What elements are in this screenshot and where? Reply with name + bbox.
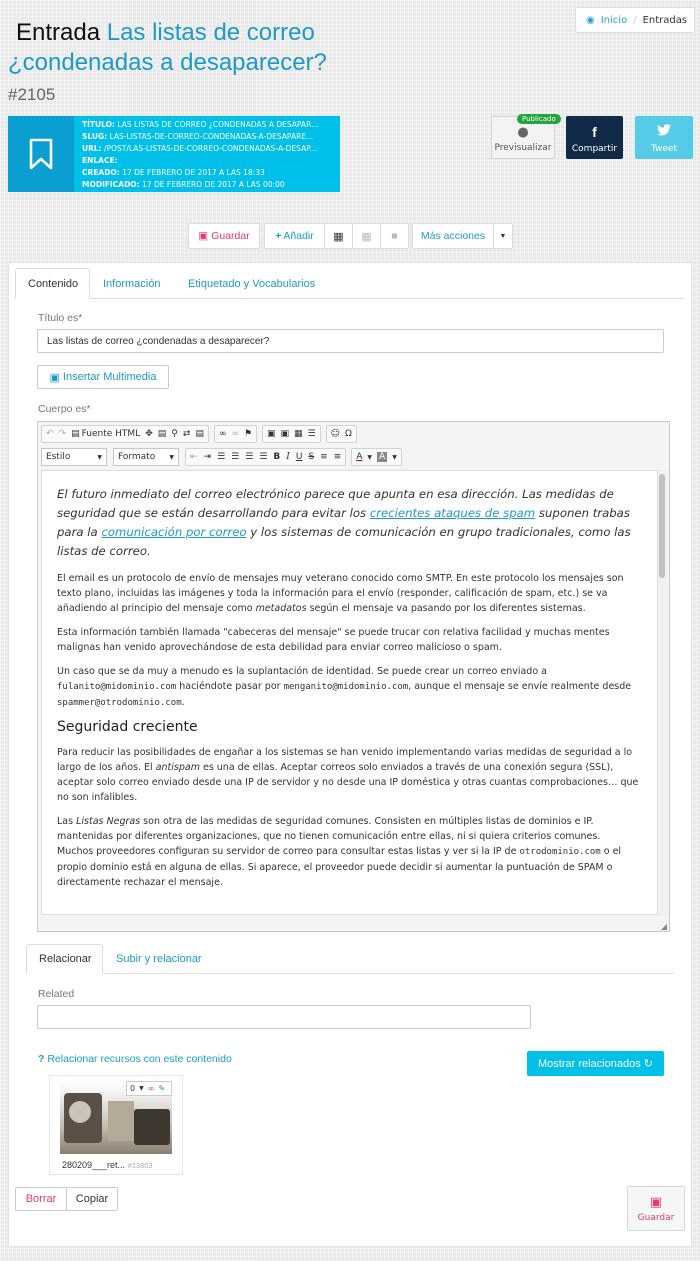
bold-icon[interactable]: B [273, 452, 281, 462]
content-tabs [15, 268, 685, 299]
more-actions-dropdown[interactable] [494, 223, 513, 249]
meta-row: ENLACE: [82, 156, 118, 165]
breadcrumb-home[interactable]: Inicio [600, 14, 628, 26]
preview-label: Previsualizar [494, 143, 552, 153]
editor-scrollbar[interactable] [658, 470, 667, 915]
view-single-button[interactable] [381, 223, 409, 249]
tab-contenido[interactable]: Contenido [15, 268, 90, 299]
insert-media-icon[interactable]: ▣ [280, 429, 290, 439]
view-grid-button[interactable] [353, 223, 381, 249]
redo-icon[interactable]: ↷ [58, 429, 67, 439]
page-title-id: #2105 [8, 85, 56, 104]
scroll-thumb[interactable] [659, 474, 665, 578]
paragraph: Para reducir las posibilidades de engañar a los sistemas se han venido implementando varias medidas de seguridad a lo largo de los años. El antispam es una de ellas. Aceptar correos solo enviados a través de una conexión segura (SSL), aceptar solo correo enviado desde una IP de servidor y no desde una IP doméstica y otras cuantas comprobaciones… que no son infalibles. [57, 747, 639, 803]
caret-down-icon: ▼ [97, 453, 102, 461]
link-icon[interactable]: ∞ [218, 429, 227, 439]
paragraph: Esta información también llamada "cabeceras del mensaje" se puede trucar con relativa facilidad y muchas mentes malignas han venido aprovechándose de esta debilidad para enviar correo malicioso o spam. [57, 627, 610, 653]
link-ataques-spam[interactable]: crecientes ataques de spam [369, 506, 536, 520]
align-center-icon[interactable]: ☰ [231, 452, 240, 462]
refresh-icon: ↻ [643, 1058, 653, 1070]
footer-save-button[interactable]: ▣ Guardar [627, 1186, 685, 1231]
editor-toolbar-row-2 [41, 447, 666, 467]
align-right-icon[interactable]: ☰ [245, 452, 254, 462]
find-icon[interactable]: ⚲ [171, 429, 178, 439]
paragraph: Un caso que se da muy a menudo es la suplantación de identidad. Se puede crear un correo enviado a fulanito@midominio.com haciéndote pasar por menganito@midominio.com, aunque el mensaje se envíe realmente desde spammer@otrodominio.com. [57, 666, 632, 708]
meta-row: URL: /POST/LAS-LISTAS-DE-CORREO-CONDENADAS-A-DESAP... [82, 144, 317, 153]
format-select[interactable]: Formato ▼ [113, 448, 179, 466]
question-icon: ? [38, 1053, 45, 1065]
blocks-icon[interactable]: ▤ [157, 429, 167, 439]
more-actions-button[interactable]: Más acciones [412, 223, 494, 249]
globe-icon: ● [517, 125, 529, 140]
replace-icon[interactable]: ⇄ [182, 429, 191, 439]
unlink-icon[interactable]: ∞ [147, 1084, 155, 1093]
omega-icon[interactable]: Ω [345, 429, 352, 439]
meta-row: MODIFICADO: 17 DE FEBRERO DE 2017 A LAS 00:00 [82, 180, 285, 189]
rich-text-editor [37, 421, 670, 932]
editor-group-insert [262, 425, 321, 443]
editor-group-format [185, 448, 346, 466]
resource-thumbnail[interactable] [60, 1079, 172, 1154]
horizontal-rule-icon[interactable]: ☰ [307, 429, 316, 439]
related-resource-card[interactable] [49, 1075, 183, 1175]
title-input[interactable]: Las listas de correo ¿condenadas a desaparecer? [37, 329, 664, 353]
italic-icon[interactable]: I [286, 452, 290, 462]
editor-group-history [41, 425, 209, 443]
insert-image-icon[interactable]: ▣ [267, 429, 276, 439]
tab-subir-relacionar[interactable]: Subir y relacionar [116, 953, 202, 965]
dashboard-icon: ◉ [586, 14, 595, 26]
underline-icon[interactable]: U [295, 452, 303, 462]
plus-icon: + [275, 230, 282, 242]
add-button[interactable]: + Añadir [264, 223, 325, 249]
undo-icon[interactable]: ↶ [46, 429, 54, 439]
bookmark-icon [8, 116, 74, 192]
emoji-icon[interactable]: ☺ [330, 429, 341, 439]
numbered-list-icon[interactable]: ≡ [320, 452, 328, 462]
lead-paragraph: El futuro inmediato del correo electrónico parece que apunta en esa dirección. Las medidas de seguridad que se están desarrollando para evitar los crecientes ataques de spam suponen trabas para la comunicación por correo y los sistemas de comunicación en grupo tradicionales, como las listas de correo. [57, 487, 631, 558]
square-icon: ■ [391, 230, 398, 242]
select-all-icon[interactable]: ▤ [195, 429, 204, 439]
page-title [8, 18, 338, 110]
editor-toolbar-row-1 [41, 424, 666, 444]
tab-etiquetado[interactable]: Etiquetado y Vocabularios [188, 277, 316, 290]
page-title-text: Las listas de correo ¿condenadas a desaparecer? [8, 19, 327, 76]
caret-down-icon: ▼ [367, 453, 373, 461]
editor-group-links [214, 425, 257, 443]
breadcrumb-current[interactable]: Entradas [642, 14, 688, 26]
meta-rows [74, 116, 326, 192]
share-facebook-button[interactable] [566, 116, 623, 159]
caret-down-icon: ▼ [392, 453, 397, 461]
edit-pencil-icon[interactable]: ✎ [158, 1084, 166, 1093]
outdent-icon[interactable]: ⇤ [190, 452, 198, 462]
tweet-button[interactable] [635, 116, 693, 159]
tweet-label: Tweet [651, 144, 677, 154]
related-tabs [26, 944, 674, 974]
related-help-link[interactable]: ? Relacionar recursos con este contenido [38, 1053, 232, 1065]
order-value: 0 [130, 1084, 136, 1093]
section-heading: Seguridad creciente [57, 719, 198, 735]
title-label: Título es* [38, 312, 83, 324]
save-icon: ▣ [198, 230, 209, 242]
link-comunicacion-correo[interactable]: comunicación por correo [101, 525, 247, 539]
twitter-icon [657, 124, 671, 139]
caret-down-icon: ▼ [169, 453, 174, 461]
maximize-icon[interactable]: ✥ [145, 429, 153, 439]
copy-button[interactable]: Copiar [66, 1187, 118, 1211]
table-icon: ▦ [333, 230, 344, 243]
image-icon: ▣ [49, 371, 60, 384]
anchor-flag-icon[interactable]: ⚑ [243, 429, 253, 439]
save-button[interactable]: ▣ Guardar [188, 223, 260, 249]
breadcrumb [575, 7, 695, 33]
entry-meta-box [8, 116, 340, 192]
editor-group-special [326, 425, 357, 443]
page-title-type: Entrada [16, 19, 101, 46]
resource-caption: 280209___ret... #13803 [62, 1160, 153, 1170]
save-icon: ▣ [649, 1194, 663, 1210]
body-label: Cuerpo es* [38, 403, 91, 415]
text-color-icon[interactable]: A [356, 452, 363, 462]
source-html-button[interactable]: Fuente HTML [81, 429, 141, 439]
caret-down-icon: ▼ [499, 232, 507, 240]
main-toolbar [188, 223, 513, 249]
background-color-icon[interactable]: A [379, 452, 386, 462]
style-select[interactable]: Estilo ▼ [41, 448, 107, 466]
share-label: Compartir [571, 144, 618, 154]
source-icon[interactable]: ▤ [71, 429, 80, 439]
align-justify-icon[interactable]: ☰ [259, 452, 268, 462]
paragraph: Las Listas Negras son otra de las medidas de seguridad comunes. Consisten en múltiples listas de dominios e IP. mantenidas por diferentes organizaciones, que no tienen comunicación entre ellas, ni si quiera criterios comunes. Muchos proveedores configuran su servidor de correo para consultar estas listas y ver si la IP de otrodominio.com o el propio dominio está en alguna de ellas. Si aparece, el proveedor puede decidir si aumentar la puntuación de SPAM o directamente rechazar el mensaje. [57, 816, 622, 888]
status-badge: Publicado [517, 114, 561, 124]
meta-row: CREADO: 17 DE FEBRERO DE 2017 A LAS 18:33 [82, 168, 265, 177]
order-caret-icon[interactable]: ▼ [139, 1085, 144, 1092]
bullet-list-icon[interactable]: ≡ [333, 452, 342, 462]
paragraph: El email es un protocolo de envío de mensajes muy veterano conocido como SMTP. En este protocolo los mensajes son texto plano, incluidas las imágenes y toda la información para el envío (responder, calificación de spam, etc.) se va añadiendo al principio del mensaje como metadatos según el mensaje va pasando por los diferentes sistemas. [57, 573, 624, 614]
meta-row: SLUG: LAS-LISTAS-DE-CORREO-CONDENADAS-A-DESAPARE... [82, 132, 314, 141]
indent-icon[interactable]: ⇥ [203, 452, 212, 462]
resize-handle-icon[interactable]: ◢ [660, 922, 667, 931]
grid-icon: ▦ [361, 230, 372, 243]
meta-row: TÍTULO: LAS LISTAS DE CORREO ¿CONDENADAS A DESAPAR... [82, 120, 319, 129]
editor-content[interactable] [41, 470, 658, 915]
view-table-button[interactable] [325, 223, 353, 249]
strike-icon[interactable]: S [308, 452, 315, 462]
unlink-icon[interactable]: ∞ [231, 429, 239, 439]
related-label: Related [38, 988, 75, 1000]
insert-table-icon[interactable]: ▦ [294, 429, 303, 439]
breadcrumb-separator: / [633, 14, 637, 26]
editor-group-color [351, 448, 402, 466]
related-input[interactable] [37, 1005, 531, 1029]
delete-button[interactable]: Borrar [15, 1187, 67, 1211]
show-related-button[interactable]: Mostrar relacionados ↻ [527, 1051, 664, 1076]
tab-relacionar[interactable]: Relacionar [26, 944, 103, 974]
facebook-icon: f [592, 124, 597, 140]
insert-media-button[interactable]: ▣ Insertar Multimedia [37, 365, 169, 389]
tab-informacion[interactable]: Información [103, 277, 161, 290]
align-left-icon[interactable]: ☰ [217, 452, 226, 462]
